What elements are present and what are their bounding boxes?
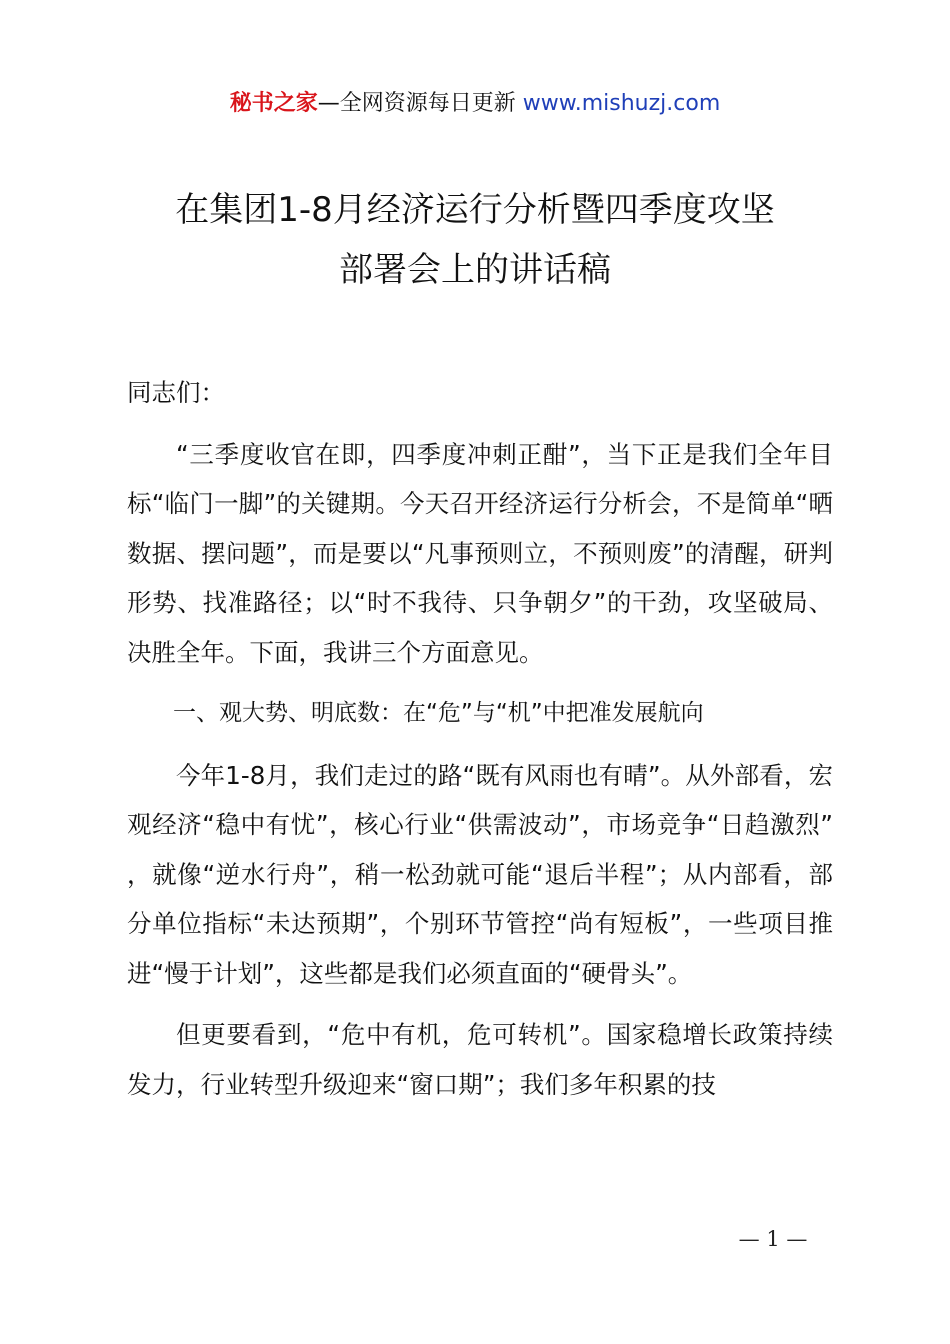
site-url-link[interactable]: www.mishuzj.com bbox=[522, 91, 721, 116]
page-number: — 1 — bbox=[738, 1227, 808, 1251]
section-heading-1: 一、观大势、明底数：在“危”与“机”中把准发展航向 bbox=[173, 700, 704, 726]
document-title bbox=[60, 180, 890, 300]
site-tagline: —全网资源每日更新 bbox=[317, 91, 516, 116]
site-brand: 秘书之家 bbox=[229, 91, 318, 116]
paragraph-intro: “三季度收官在即，四季度冲刺正酣”，当下正是我们全年目标“临门一脚”的关键期。今天召开经济运行分析会，不是简单“晒数据、摆问题”，而是要以“凡事预则立，不预则废”的清醒，研判形势、找准路径；以“时不我待、只争朝夕”的干劲，攻坚破局、决胜全年。下面，我讲三个方面意见。 bbox=[127, 439, 833, 667]
site-header bbox=[0, 86, 950, 122]
salutation: 同志们： bbox=[127, 378, 225, 407]
paragraph-situation: 今年1-8月，我们走过的路“既有风雨也有晴”。从外部看，宏观经济“稳中有忧”，核心行业“供需波动”，市场竞争“日趋激烈”，就像“逆水行舟”，稍一松劲就可能“退后半程”；从内部看，部分单位指标“未达预期”，个别环节管控“尚有短板”，一些项目推进“慢于计划”，这些都是我们必须直面的“硬骨头”。 bbox=[127, 760, 833, 988]
document-title-line-2: 部署会上的讲话稿 bbox=[339, 250, 611, 290]
paragraph-opportunity: 但更要看到，“危中有机，危可转机”。国家稳增长政策持续发力，行业转型升级迎来“窗口期”；我们多年积累的技 bbox=[127, 1020, 833, 1099]
document-title-line-1: 在集团1-8月经济运行分析暨四季度攻坚 bbox=[175, 190, 775, 230]
document-body bbox=[127, 368, 833, 1109]
